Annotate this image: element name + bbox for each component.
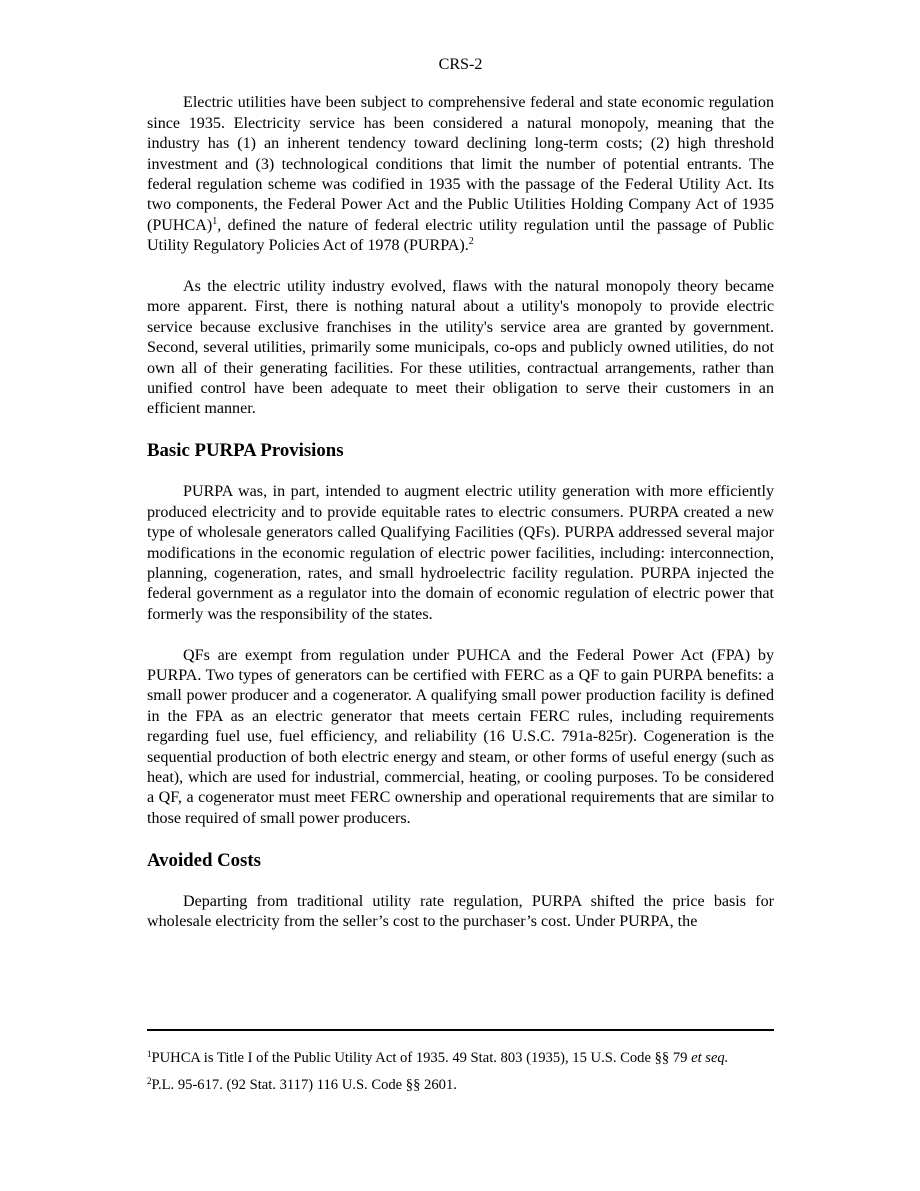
paragraph-text: Electric utilities have been subject to comprehensive federal and state economic regulation since 1935. Electricity service has been considered a natural monopoly, meaning that the industry has (1) an inherent tendency toward declining long-term costs; (2) high threshold investment and (3) technological conditions that limit the number of potential entrants. The federal regulation scheme was codified in 1935 with the passage of the Federal Utility Act. Its two components, the Federal Power Act and the Public Utilities Holding Company Act of 1935 (PUHCA) <box>147 94 774 234</box>
paragraph-qf-exemption: QFs are exempt from regulation under PUHCA and the Federal Power Act (FPA) by PURPA. Two types of generators can be certified with FERC as a QF to gain PURPA benefits: a small power producer and a cogenerator. A qualifying small power production facility is defined in the FPA as an electric generator that meets certain FERC rules, including requirements regarding fuel use, fuel efficiency, and reliability (16 U.S.C. 791a-825r). Cogeneration is the sequential production of both electric energy and steam, or other forms of useful energy (such as heat), which are used for industrial, commercial, heating, or cooling purposes. To be considered a QF, a cogenerator must meet FERC ownership and operational requirements that are similar to those required of small power producers. <box>147 646 774 827</box>
footnote-marker: 1 <box>147 1049 152 1059</box>
footnote-text: PUHCA is Title I of the Public Utility Act of 1935. 49 Stat. 803 (1935), 15 U.S. Code §§ 79 <box>151 1050 692 1066</box>
footnote-marker: 2 <box>147 1076 152 1086</box>
footnote-divider <box>147 1029 774 1031</box>
paragraph-avoided-costs: Departing from traditional utility rate regulation, PURPA shifted the price basis for wholesale electricity from the seller’s cost to the purchaser’s cost. Under PURPA, the <box>147 892 774 930</box>
page-header: CRS-2 <box>438 56 483 73</box>
section-heading-avoided-costs: Avoided Costs <box>147 849 261 871</box>
footnote-2 <box>147 1076 774 1095</box>
footnote-1 <box>147 1049 774 1068</box>
paragraph-purpa-intent: PURPA was, in part, intended to augment electric utility generation with more efficiently produced electricity and to provide equitable rates to electric consumers. PURPA created a new type of wholesale generators called Qualifying Facilities (QFs). PURPA addressed several major modifications in the economic regulation of electric power facilities, including: interconnection, planning, cogeneration, rates, and small hydroelectric facility regulation. PURPA injected the federal government as a regulator into the domain of economic regulation of electric power that formerly was the responsibility of the states. <box>147 483 774 623</box>
section-heading-basic-purpa: Basic PURPA Provisions <box>147 440 344 462</box>
footnote-text: P.L. 95-617. (92 Stat. 3117) 116 U.S. Code §§ 2601. <box>151 1077 457 1093</box>
footnote-ref-1[interactable]: 1 <box>212 215 218 227</box>
footnotes-section <box>147 1049 774 1103</box>
footnote-italic-text: et seq. <box>691 1050 729 1066</box>
footnote-ref-2[interactable]: 2 <box>468 236 474 248</box>
paragraph-regulation-history <box>147 93 774 256</box>
paragraph-monopoly-flaws: As the electric utility industry evolved, flaws with the natural monopoly theory became more apparent. First, there is nothing natural about a utility's monopoly to provide electric service because exclusive franchises in the utility's service area are granted by government. Second, several utilities, primarily some municipals, co-ops and publicly owned utilities, do not own all of their generating facilities. For these utilities, contractual arrangements, rather than unified control have been adequate to meet their obligation to serve their customers in an efficient manner. <box>147 278 774 418</box>
paragraph-text: , defined the nature of federal electric utility regulation until the passage of Public Utility Regulatory Policies Act of 1978 (PURPA). <box>147 216 774 255</box>
document-page <box>147 55 774 953</box>
